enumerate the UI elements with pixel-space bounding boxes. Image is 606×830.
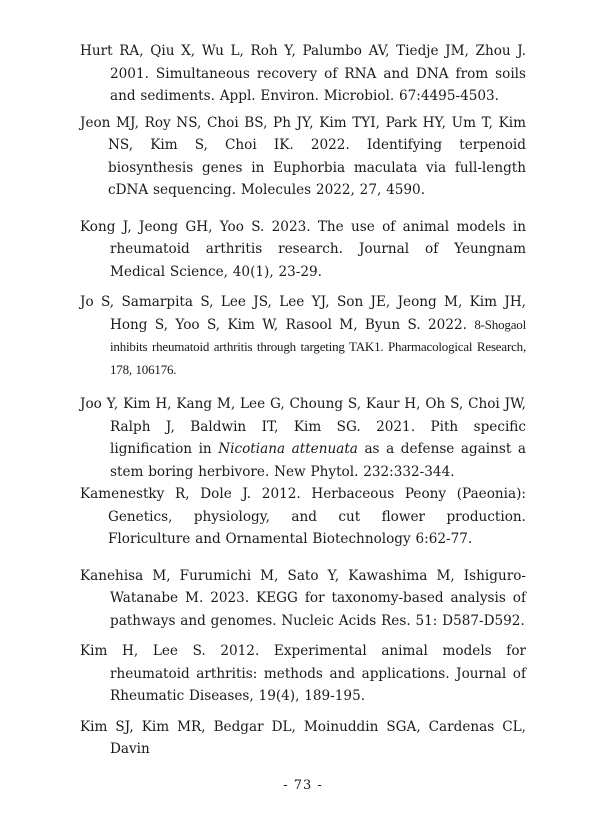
reference-hurt-2001: Hurt RA, Qiu X, Wu L, Roh Y, Palumbo AV, Tiedje JM, Zhou J. 2001. Simultaneous recovery of RNA and DNA from soils and sediments. Appl. Environ. Microbiol. 67:4495-4503. — [80, 43, 526, 104]
reference-kamenestky-2012: Kamenestky R, Dole J. 2012. Herbaceous Peony (Paeonia): Genetics, physiology, and cut flower production. Floriculture and Ornamental Biotechnology 6:62-77. — [80, 486, 526, 547]
reference-joo-part2: as a defense against a stem boring herbivore. New Phytol. 232:332-344. — [110, 441, 526, 480]
reference-list — [80, 40, 526, 761]
reference-kanehisa-2023: Kanehisa M, Furumichi M, Sato Y, Kawashima M, Ishiguro-Watanabe M. 2023. KEGG for taxonomy-based analysis of pathways and genomes. Nucleic Acids Res. 51: D587-D592. — [80, 567, 526, 629]
reference-jo-authors: Jo S, Samarpita S, Lee JS, Lee YJ, Son JE, Jeong M, Kim JH, Hong S, Yoo S, Kim W, Rasool M, Byun S. 2022. — [80, 294, 526, 333]
reference-joo-species: Nicotiana attenuata — [218, 441, 358, 457]
reference-jo-title: 8-Shogaol inhibits rheumatoid arthritis through targeting TAK1. Pharmacological Research, 178, 106176. — [110, 316, 526, 377]
reference-joo-part1: Joo Y, Kim H, Kang M, Lee G, Choung S, Kaur H, Oh S, Choi JW, Ralph J, Baldwin IT, Kim SG. 2021. Pith specific lignification in — [80, 396, 526, 457]
page-number: - 73 - — [283, 778, 323, 793]
reference-joo-2021 — [80, 393, 526, 483]
reference-kim-lee-2012: Kim H, Lee S. 2012. Experimental animal models for rheumatoid arthritis: methods and applications. Journal of Rheumatic Diseases, 19(4), 189-195. — [80, 643, 526, 704]
reference-kim-sj: Kim SJ, Kim MR, Bedgar DL, Moinuddin SGA, Cardenas CL, Davin — [80, 718, 526, 757]
reference-jo-2022 — [80, 291, 526, 381]
reference-jeon-2022: Jeon MJ, Roy NS, Choi BS, Ph JY, Kim TYI, Park HY, Um T, Kim NS, Kim S, Choi IK. 2022. Identifying terpenoid biosynthesis genes in Euphorbia maculata via full-length cDNA sequencing. Molecules 2022, 27, 4590. — [80, 114, 526, 198]
reference-kong-2023: Kong J, Jeong GH, Yoo S. 2023. The use of animal models in rheumatoid arthritis research. Journal of Yeungnam Medical Science, 40(1), 23-29. — [80, 218, 526, 280]
